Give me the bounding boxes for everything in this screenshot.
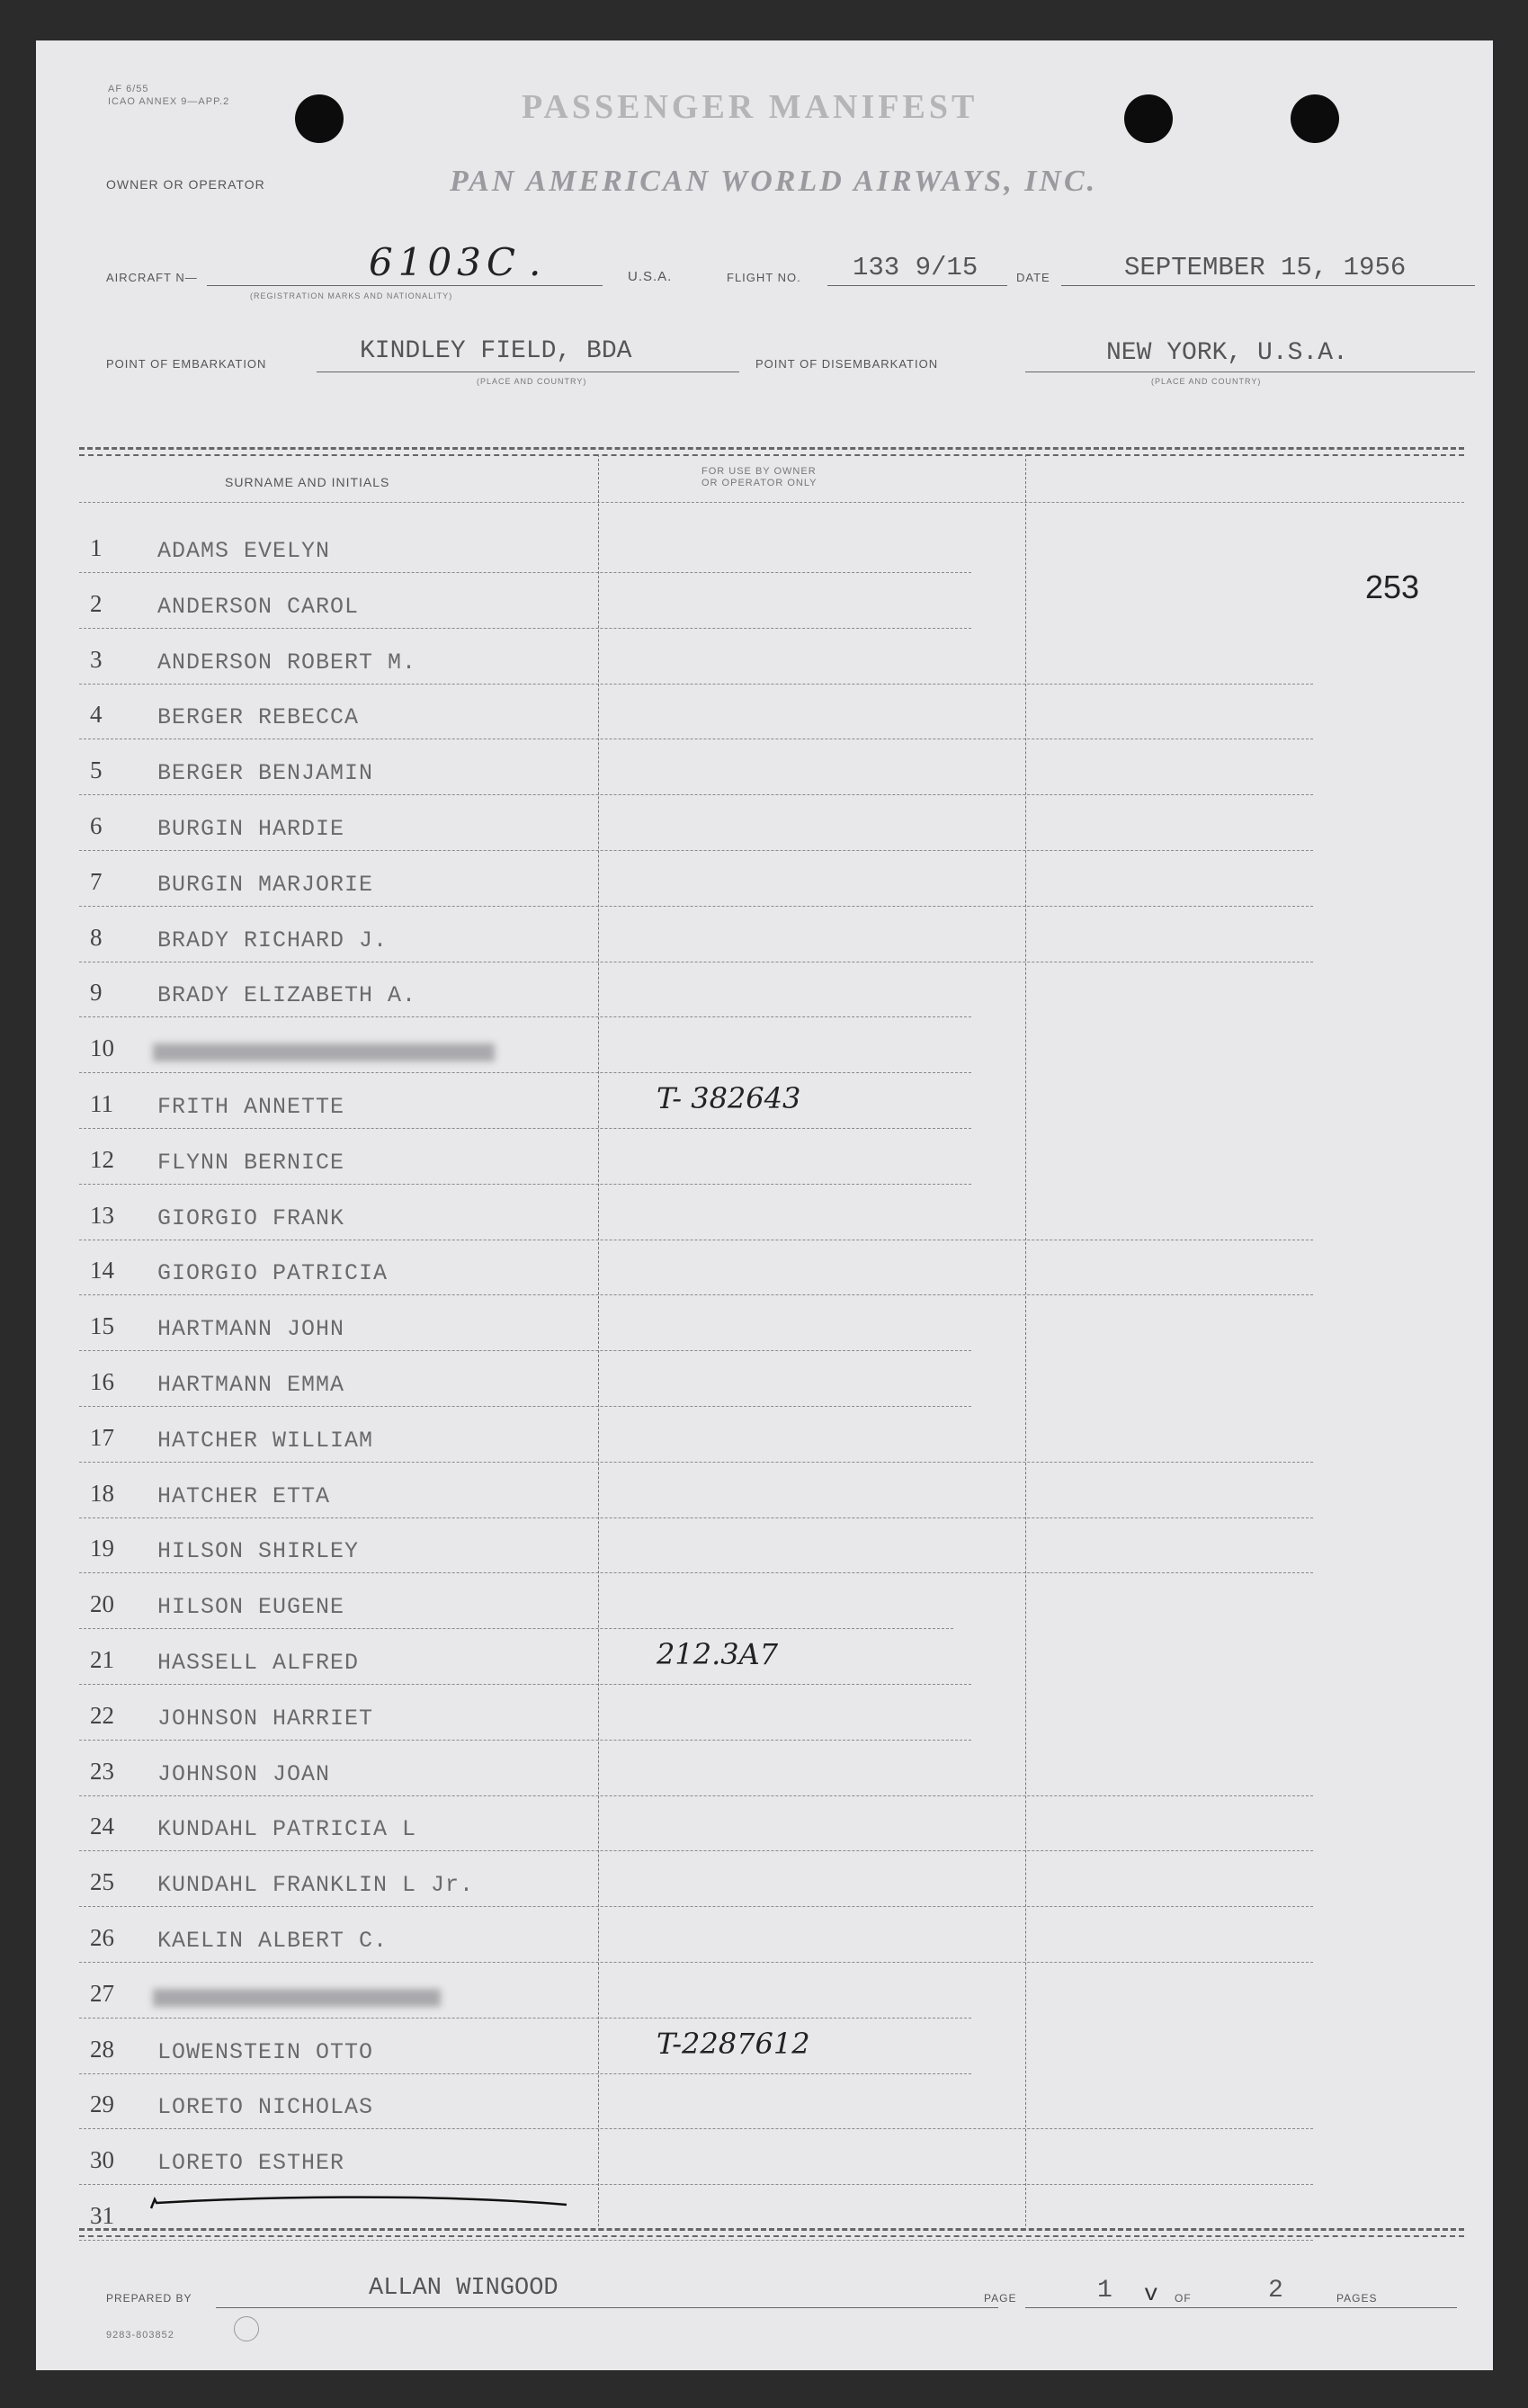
row-rule: [79, 2073, 971, 2074]
row-rule: [79, 1406, 971, 1407]
row-number: 19: [90, 1535, 114, 1562]
row-rule: [79, 850, 1313, 851]
row-rule: [79, 2184, 1313, 2185]
row-number: 24: [90, 1813, 114, 1840]
row-number: 18: [90, 1480, 114, 1507]
row-number: 4: [90, 701, 103, 728]
registration-caption: (REGISTRATION MARKS AND NATIONALITY): [250, 291, 453, 300]
table-top-border-2: [79, 454, 1464, 456]
col-surname-header: SURNAME AND INITIALS: [225, 475, 390, 489]
disembark-value: NEW YORK, U.S.A.: [1106, 339, 1348, 367]
row-number: 25: [90, 1868, 114, 1895]
flight-value: 133 9/15: [853, 253, 978, 282]
row-number: 13: [90, 1202, 114, 1229]
row-number: 29: [90, 2090, 114, 2117]
row-rule: [79, 628, 971, 629]
embark-label: POINT OF EMBARKATION: [106, 357, 267, 371]
redacted-name: [153, 1989, 441, 2007]
row-rule: [79, 794, 1313, 795]
row-rule: [79, 2128, 1313, 2129]
date-underline: [1061, 285, 1475, 286]
page-label: PAGE: [984, 2292, 1017, 2305]
column-divider-2: [1025, 454, 1026, 2231]
flight-underline: [827, 285, 1007, 286]
passenger-name: BURGIN MARJORIE: [157, 872, 374, 898]
row-rule: [79, 1016, 971, 1017]
passenger-name: BERGER BENJAMIN: [157, 760, 374, 786]
date-value: SEPTEMBER 15, 1956: [1124, 253, 1407, 282]
row-rule: [79, 1462, 1313, 1463]
row-rule: [79, 1294, 1313, 1295]
manifest-title: PASSENGER MANIFEST: [522, 88, 978, 126]
row-rule: [79, 1350, 971, 1351]
row-rule: [79, 1072, 971, 1073]
row-number: 30: [90, 2146, 114, 2173]
flight-label: FLIGHT NO.: [727, 271, 801, 284]
row-number: 14: [90, 1257, 114, 1284]
passenger-name: KUNDAHL FRANKLIN L Jr.: [157, 1872, 475, 1898]
row-number: 7: [90, 868, 103, 895]
row-number: 12: [90, 1146, 114, 1173]
passenger-name: HARTMANN EMMA: [157, 1372, 345, 1398]
row-number: 2: [90, 590, 103, 617]
passenger-name: JOHNSON HARRIET: [157, 1705, 374, 1732]
passenger-name: ANDERSON ROBERT M.: [157, 649, 417, 676]
handwritten-reference: T- 382643: [657, 1081, 801, 1115]
row-rule: [79, 1850, 1313, 1851]
passenger-name: BRADY ELIZABETH A.: [157, 982, 417, 1008]
passenger-name: KUNDAHL PATRICIA L: [157, 1816, 417, 1842]
date-label: DATE: [1016, 271, 1050, 284]
row-rule: [79, 1572, 1313, 1573]
row-rule: [79, 572, 971, 573]
row-number: 11: [90, 1090, 113, 1117]
row-number: 16: [90, 1368, 114, 1395]
passenger-name: GIORGIO PATRICIA: [157, 1260, 389, 1286]
owner-label: OWNER OR OPERATOR: [106, 177, 265, 192]
handwritten-reference: T-2287612: [657, 2027, 810, 2061]
row-number: 15: [90, 1312, 114, 1339]
page-value: 1: [1097, 2277, 1112, 2305]
row-number: 9: [90, 979, 103, 1006]
handwritten-reference: 212.3A7: [657, 1637, 779, 1671]
prepared-value: ALLAN WINGOOD: [369, 2275, 558, 2302]
row-number: 23: [90, 1758, 114, 1785]
passenger-name: JOHNSON JOAN: [157, 1761, 331, 1787]
airline-name: PAN AMERICAN WORLD AIRWAYS, INC.: [450, 165, 1098, 198]
passenger-name: HILSON EUGENE: [157, 1594, 345, 1620]
passenger-name: HATCHER WILLIAM: [157, 1428, 374, 1454]
row-number: 31: [90, 2202, 114, 2229]
aircraft-underline: [207, 285, 603, 286]
row-number: 6: [90, 812, 103, 839]
punch-hole-left: [295, 94, 344, 143]
punch-hole-middle: [1124, 94, 1173, 143]
pages-value: 2: [1268, 2277, 1283, 2305]
disembark-caption: (PLACE AND COUNTRY): [1151, 377, 1262, 386]
row-number: 17: [90, 1424, 114, 1451]
row-rule: [79, 2240, 1313, 2241]
passenger-name: HARTMANN JOHN: [157, 1316, 345, 1342]
table-bottom-border: [79, 2228, 1464, 2231]
aircraft-label: AIRCRAFT N—: [106, 271, 198, 284]
row-number: 22: [90, 1702, 114, 1729]
row-number: 1: [90, 534, 103, 561]
passenger-name: HASSELL ALFRED: [157, 1650, 360, 1676]
row-rule: [79, 1906, 1313, 1907]
row-rule: [79, 1962, 1313, 1963]
usa-label: U.S.A.: [628, 269, 673, 284]
table-bottom-border-2: [79, 2235, 1464, 2237]
row-rule: [79, 1628, 953, 1629]
passenger-name: HATCHER ETTA: [157, 1483, 331, 1509]
passenger-name: BURGIN HARDIE: [157, 816, 345, 842]
passenger-name: HILSON SHIRLEY: [157, 1538, 360, 1564]
row-number: 26: [90, 1924, 114, 1951]
table-top-border: [79, 447, 1464, 450]
header-underline: [79, 502, 1464, 503]
row-rule: [79, 2018, 971, 2019]
passenger-name: ANDERSON CAROL: [157, 594, 360, 620]
prepared-underline: [216, 2307, 998, 2308]
form-number: 9283-803852: [106, 2330, 174, 2341]
row-rule: [79, 1128, 971, 1129]
passenger-name: KAELIN ALBERT C.: [157, 1928, 389, 1954]
manifest-sheet: [36, 40, 1493, 2370]
union-label-seal: [234, 2316, 259, 2341]
page-underline: [1025, 2307, 1457, 2308]
row-rule: [79, 1795, 1313, 1796]
passenger-name: FLYNN BERNICE: [157, 1150, 345, 1176]
passenger-name: ADAMS EVELYN: [157, 538, 331, 564]
passenger-name: LORETO NICHOLAS: [157, 2094, 374, 2120]
passenger-name: LORETO ESTHER: [157, 2150, 345, 2176]
passenger-name: FRITH ANNETTE: [157, 1094, 345, 1120]
form-code-line1: AF 6/55: [108, 84, 149, 94]
row-number: 20: [90, 1590, 114, 1617]
row-rule: [79, 1740, 971, 1741]
aircraft-value-mark: .: [529, 240, 541, 284]
col-owner-header-line2: OR OPERATOR ONLY: [701, 478, 818, 488]
row-rule: [79, 1684, 971, 1685]
row-number: 8: [90, 924, 103, 951]
punch-hole-right: [1291, 94, 1339, 143]
page-mark: v: [1144, 2280, 1158, 2307]
embark-value: KINDLEY FIELD, BDA: [360, 337, 632, 365]
redacted-name: [153, 1043, 495, 1061]
row-number: 10: [90, 1034, 114, 1061]
embark-caption: (PLACE AND COUNTRY): [477, 377, 587, 386]
disembark-label: POINT OF DISEMBARKATION: [755, 357, 939, 371]
of-label: OF: [1175, 2292, 1192, 2305]
row-rule: [79, 906, 1313, 907]
passenger-name: LOWENSTEIN OTTO: [157, 2039, 374, 2065]
form-code-line2: ICAO ANNEX 9—APP.2: [108, 96, 230, 107]
prepared-label: PREPARED BY: [106, 2292, 192, 2305]
row-31-strike-line: [144, 2189, 576, 2216]
row-rule: [79, 684, 1313, 685]
embark-underline: [317, 371, 739, 372]
passenger-name: BERGER REBECCA: [157, 704, 360, 730]
passenger-name: GIORGIO FRANK: [157, 1205, 345, 1231]
row-number: 27: [90, 1980, 114, 2007]
column-divider-1: [598, 454, 599, 2231]
pages-label: PAGES: [1336, 2292, 1378, 2305]
row-number: 21: [90, 1646, 114, 1673]
col-owner-header-line1: FOR USE BY OWNER: [701, 466, 817, 477]
aircraft-value: 6103C: [369, 240, 522, 284]
row-rule: [79, 1184, 971, 1185]
row-number: 5: [90, 756, 103, 783]
row-number: 28: [90, 2036, 114, 2063]
row-rule: [79, 1517, 1313, 1518]
passenger-name: BRADY RICHARD J.: [157, 927, 389, 953]
disembark-underline: [1025, 371, 1475, 372]
stamp-number: 253: [1365, 568, 1420, 605]
row-number: 3: [90, 646, 103, 673]
